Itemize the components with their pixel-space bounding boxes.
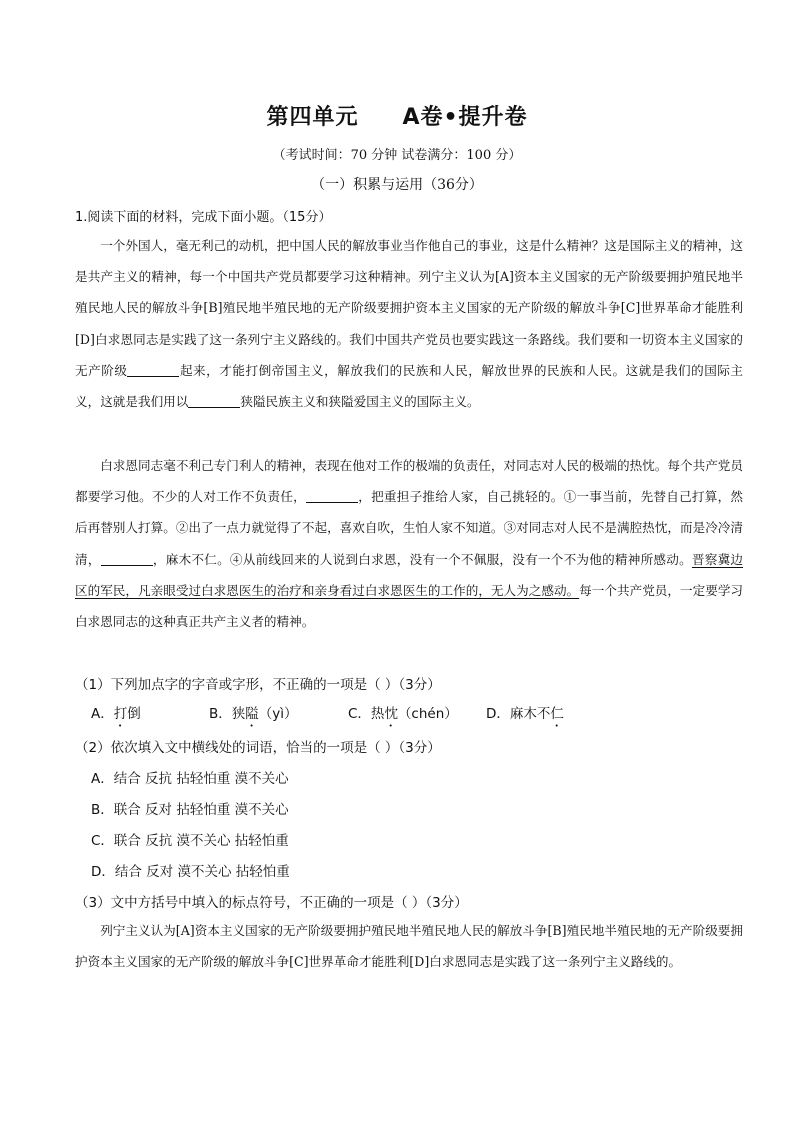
- question-1-heading: 1.阅读下面的材料，完成下面小题。（15分）: [75, 210, 332, 225]
- option-a: A．结合 反抗 拈轻怕重 漠不关心: [91, 771, 289, 787]
- title-paper: A卷•提升卷: [402, 105, 528, 130]
- title-unit: 第四单元: [266, 105, 359, 130]
- blank-4: [101, 553, 153, 566]
- section-heading: （一）积累与运用（36分）: [311, 177, 483, 193]
- sub-question-3-stem: （3）文中方括号中填入的标点符号，不正确的一项是（ ）（3分）: [75, 895, 468, 911]
- option-d: D．结合 反对 漠不关心 拈轻怕重: [91, 864, 290, 880]
- blank-1: [127, 364, 179, 377]
- option-c: C．联合 反抗 漠不关心 拈轻怕重: [91, 833, 289, 849]
- blank-2: [188, 395, 240, 408]
- option-b: B．联合 反对 拈轻怕重 漠不关心: [91, 802, 289, 818]
- page-title: [0, 100, 794, 131]
- exam-info: （考试时间：70 分钟 试卷满分：100 分）: [272, 148, 522, 163]
- option-d: D．麻木不仁: [486, 706, 564, 722]
- underlined-sentence: 晋察冀边区的军民，凡亲眼受过白求恩医生的治疗和亲身看过白求恩医生的工作的，无人为之感动。: [75, 551, 744, 598]
- blank-3: [306, 490, 358, 503]
- option-a: A．打倒: [91, 706, 141, 722]
- sub-question-1-stem: （1）下列加点字的字音或字形，不正确的一项是（ ）（3分）: [75, 677, 441, 693]
- sub-question-2-stem: （2）依次填入文中横线处的词语，恰当的一项是（ ）（3分）: [75, 740, 441, 756]
- sub-question-3-passage: 列宁主义认为[A]资本主义国家的无产阶级要拥护殖民地半殖民地人民的解放斗争[B]殖民地半殖民地的无产阶级要拥护资本主义国家的无产阶级的解放斗争[C]世界革命才能胜利[D]白求恩同志是实践了这一条列宁主义路线的。: [75, 923, 743, 970]
- passage-paragraph-1: 一个外国人，毫无利己的动机，把中国人民的解放事业当作他自己的事业，这是什么精神？这是国际主义的精神，这是共产主义的精神，每一个中国共产党员都要学习这种精神。列宁主义认为[A]资本主义国家的无产阶级要拥护殖民地半殖民地人民的解放斗争[B]殖民地半殖民地的无产阶级要拥护资本主义国家的无产阶级的解放斗争[C]世界革命才能胜利[D]白求恩同志是实践了这一条列宁主义路线的。我们中国共产党员也要实践这一条路线。我们要和一切资本主义国家的无产阶级 起来，才能打倒帝国主义，解放我们的民族和人民，解放世界的民族和人民。这就是我们的国际主义，这就是我们用以 狭隘民族主义和狭隘爱国主义的国际主义。: [75, 238, 744, 410]
- option-b: B．狭隘（yì）: [209, 706, 298, 722]
- option-c: C．热忱（chén）: [348, 706, 458, 722]
- passage-paragraph-2: 白求恩同志毫不利己专门利人的精神，表现在他对工作的极端的负责任，对同志对人民的极端的热忱。每个共产党员都要学习他。不少的人对工作不负责任， ，把重担子推给人家，自己挑轻的。①一事当前，先替自己打算，然后再替别人打算。②出了一点力就觉得了不起，喜欢自吹，生怕人家不知道。③对同志对人民不是满腔热忱，而是冷冷清清， ，麻木不仁。④从前线回来的人说到白求恩，没有一个不佩服，没有一个不为他的精神所感动。晋察冀边区的军民，凡亲眼受过白求恩医生的治疗和亲身看过白求恩医生的工作的，无人为之感动。每一个共产党员，一定要学习白求恩同志的这种真正共产主义者的精神。: [75, 458, 744, 630]
